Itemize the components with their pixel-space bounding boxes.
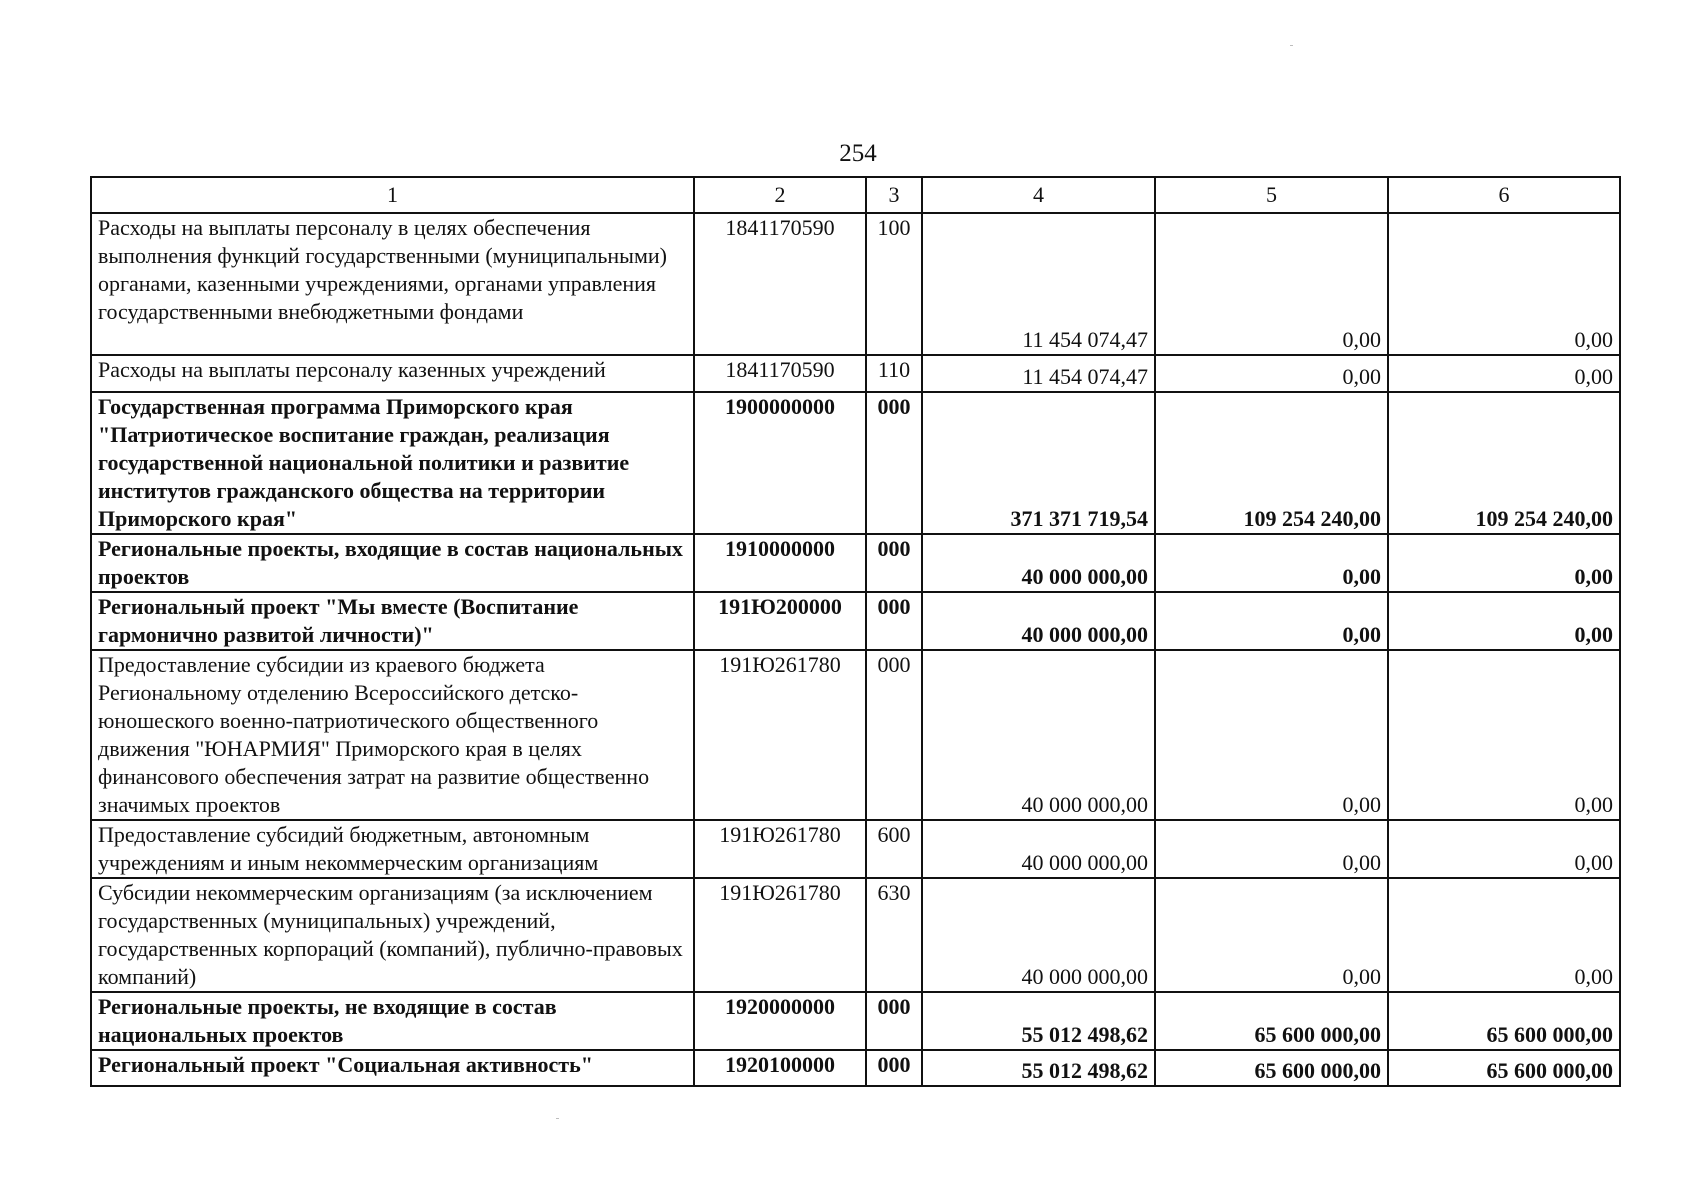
column-header: 4 <box>922 177 1155 213</box>
table-row <box>91 820 1620 878</box>
row-code: 1920000000 <box>694 992 866 1050</box>
row-name: Субсидии некоммерческим организациям (за исключением государственных (муниципальных) учреждений, государственных корпораций (компаний), публично-правовых компаний) <box>91 878 694 992</box>
table-header-row <box>91 177 1620 213</box>
row-expense-type: 630 <box>866 878 922 992</box>
row-value-6: 0,00 <box>1388 213 1620 355</box>
row-value-5: 65 600 000,00 <box>1155 1050 1388 1086</box>
row-expense-type: 000 <box>866 592 922 650</box>
row-value-4: 55 012 498,62 <box>922 992 1155 1050</box>
row-expense-type: 000 <box>866 992 922 1050</box>
row-value-4: 40 000 000,00 <box>922 878 1155 992</box>
row-value-4: 40 000 000,00 <box>922 592 1155 650</box>
table-row <box>91 534 1620 592</box>
row-value-5: 0,00 <box>1155 820 1388 878</box>
row-code: 1900000000 <box>694 392 866 534</box>
row-code: 191Ю261780 <box>694 650 866 820</box>
row-value-5: 0,00 <box>1155 650 1388 820</box>
row-value-6: 0,00 <box>1388 592 1620 650</box>
row-value-4: 55 012 498,62 <box>922 1050 1155 1086</box>
row-value-5: 0,00 <box>1155 592 1388 650</box>
row-code: 191Ю261780 <box>694 878 866 992</box>
row-value-5: 0,00 <box>1155 534 1388 592</box>
column-header: 2 <box>694 177 866 213</box>
row-code: 1920100000 <box>694 1050 866 1086</box>
row-value-4: 40 000 000,00 <box>922 650 1155 820</box>
row-name: Региональный проект "Мы вместе (Воспитание гармонично развитой личности)" <box>91 592 694 650</box>
budget-table <box>90 176 1621 1087</box>
row-name: Государственная программа Приморского края "Патриотическое воспитание граждан, реализация государственной национальной политики и развитие институтов гражданского общества на территории Приморского края" <box>91 392 694 534</box>
row-value-6: 65 600 000,00 <box>1388 1050 1620 1086</box>
row-value-5: 109 254 240,00 <box>1155 392 1388 534</box>
scan-speck <box>556 1118 559 1119</box>
row-code: 1841170590 <box>694 213 866 355</box>
row-expense-type: 000 <box>866 392 922 534</box>
row-value-5: 0,00 <box>1155 878 1388 992</box>
table-row <box>91 213 1620 355</box>
row-value-6: 0,00 <box>1388 355 1620 392</box>
column-header: 3 <box>866 177 922 213</box>
table-row <box>91 650 1620 820</box>
row-value-6: 0,00 <box>1388 820 1620 878</box>
column-header: 5 <box>1155 177 1388 213</box>
row-value-5: 0,00 <box>1155 213 1388 355</box>
table-row <box>91 355 1620 392</box>
table-row <box>91 878 1620 992</box>
row-value-4: 40 000 000,00 <box>922 820 1155 878</box>
row-code: 191Ю200000 <box>694 592 866 650</box>
row-value-6: 65 600 000,00 <box>1388 992 1620 1050</box>
scan-speck <box>1290 45 1293 46</box>
row-value-4: 371 371 719,54 <box>922 392 1155 534</box>
row-value-4: 40 000 000,00 <box>922 534 1155 592</box>
row-name: Расходы на выплаты персоналу казенных учреждений <box>91 355 694 392</box>
table-row <box>91 1050 1620 1086</box>
table-row <box>91 392 1620 534</box>
row-name: Региональный проект "Социальная активность" <box>91 1050 694 1086</box>
row-name: Расходы на выплаты персоналу в целях обеспечения выполнения функций государственными (муниципальными) органами, казенными учреждениями, органами управления государственными внебюджетными фондами <box>91 213 694 355</box>
row-value-4: 11 454 074,47 <box>922 213 1155 355</box>
row-name: Региональные проекты, входящие в состав национальных проектов <box>91 534 694 592</box>
row-name: Региональные проекты, не входящие в состав национальных проектов <box>91 992 694 1050</box>
row-value-6: 0,00 <box>1388 650 1620 820</box>
row-expense-type: 600 <box>866 820 922 878</box>
row-value-4: 11 454 074,47 <box>922 355 1155 392</box>
row-code: 191Ю261780 <box>694 820 866 878</box>
row-value-6: 109 254 240,00 <box>1388 392 1620 534</box>
table-row <box>91 592 1620 650</box>
column-header: 6 <box>1388 177 1620 213</box>
row-code: 1910000000 <box>694 534 866 592</box>
row-value-6: 0,00 <box>1388 534 1620 592</box>
page-number: 254 <box>839 140 877 167</box>
row-expense-type: 000 <box>866 1050 922 1086</box>
row-expense-type: 000 <box>866 534 922 592</box>
row-code: 1841170590 <box>694 355 866 392</box>
row-expense-type: 100 <box>866 213 922 355</box>
row-value-5: 65 600 000,00 <box>1155 992 1388 1050</box>
row-expense-type: 000 <box>866 650 922 820</box>
row-value-5: 0,00 <box>1155 355 1388 392</box>
row-name: Предоставление субсидий бюджетным, автономным учреждениям и иным некоммерческим организациям <box>91 820 694 878</box>
row-name: Предоставление субсидии из краевого бюджета Региональному отделению Всероссийского детско-юношеского военно-патриотического общественного движения "ЮНАРМИЯ" Приморского края в целях финансового обеспечения затрат на развитие общественно значимых проектов <box>91 650 694 820</box>
row-expense-type: 110 <box>866 355 922 392</box>
row-value-6: 0,00 <box>1388 878 1620 992</box>
column-header: 1 <box>91 177 694 213</box>
table-row <box>91 992 1620 1050</box>
